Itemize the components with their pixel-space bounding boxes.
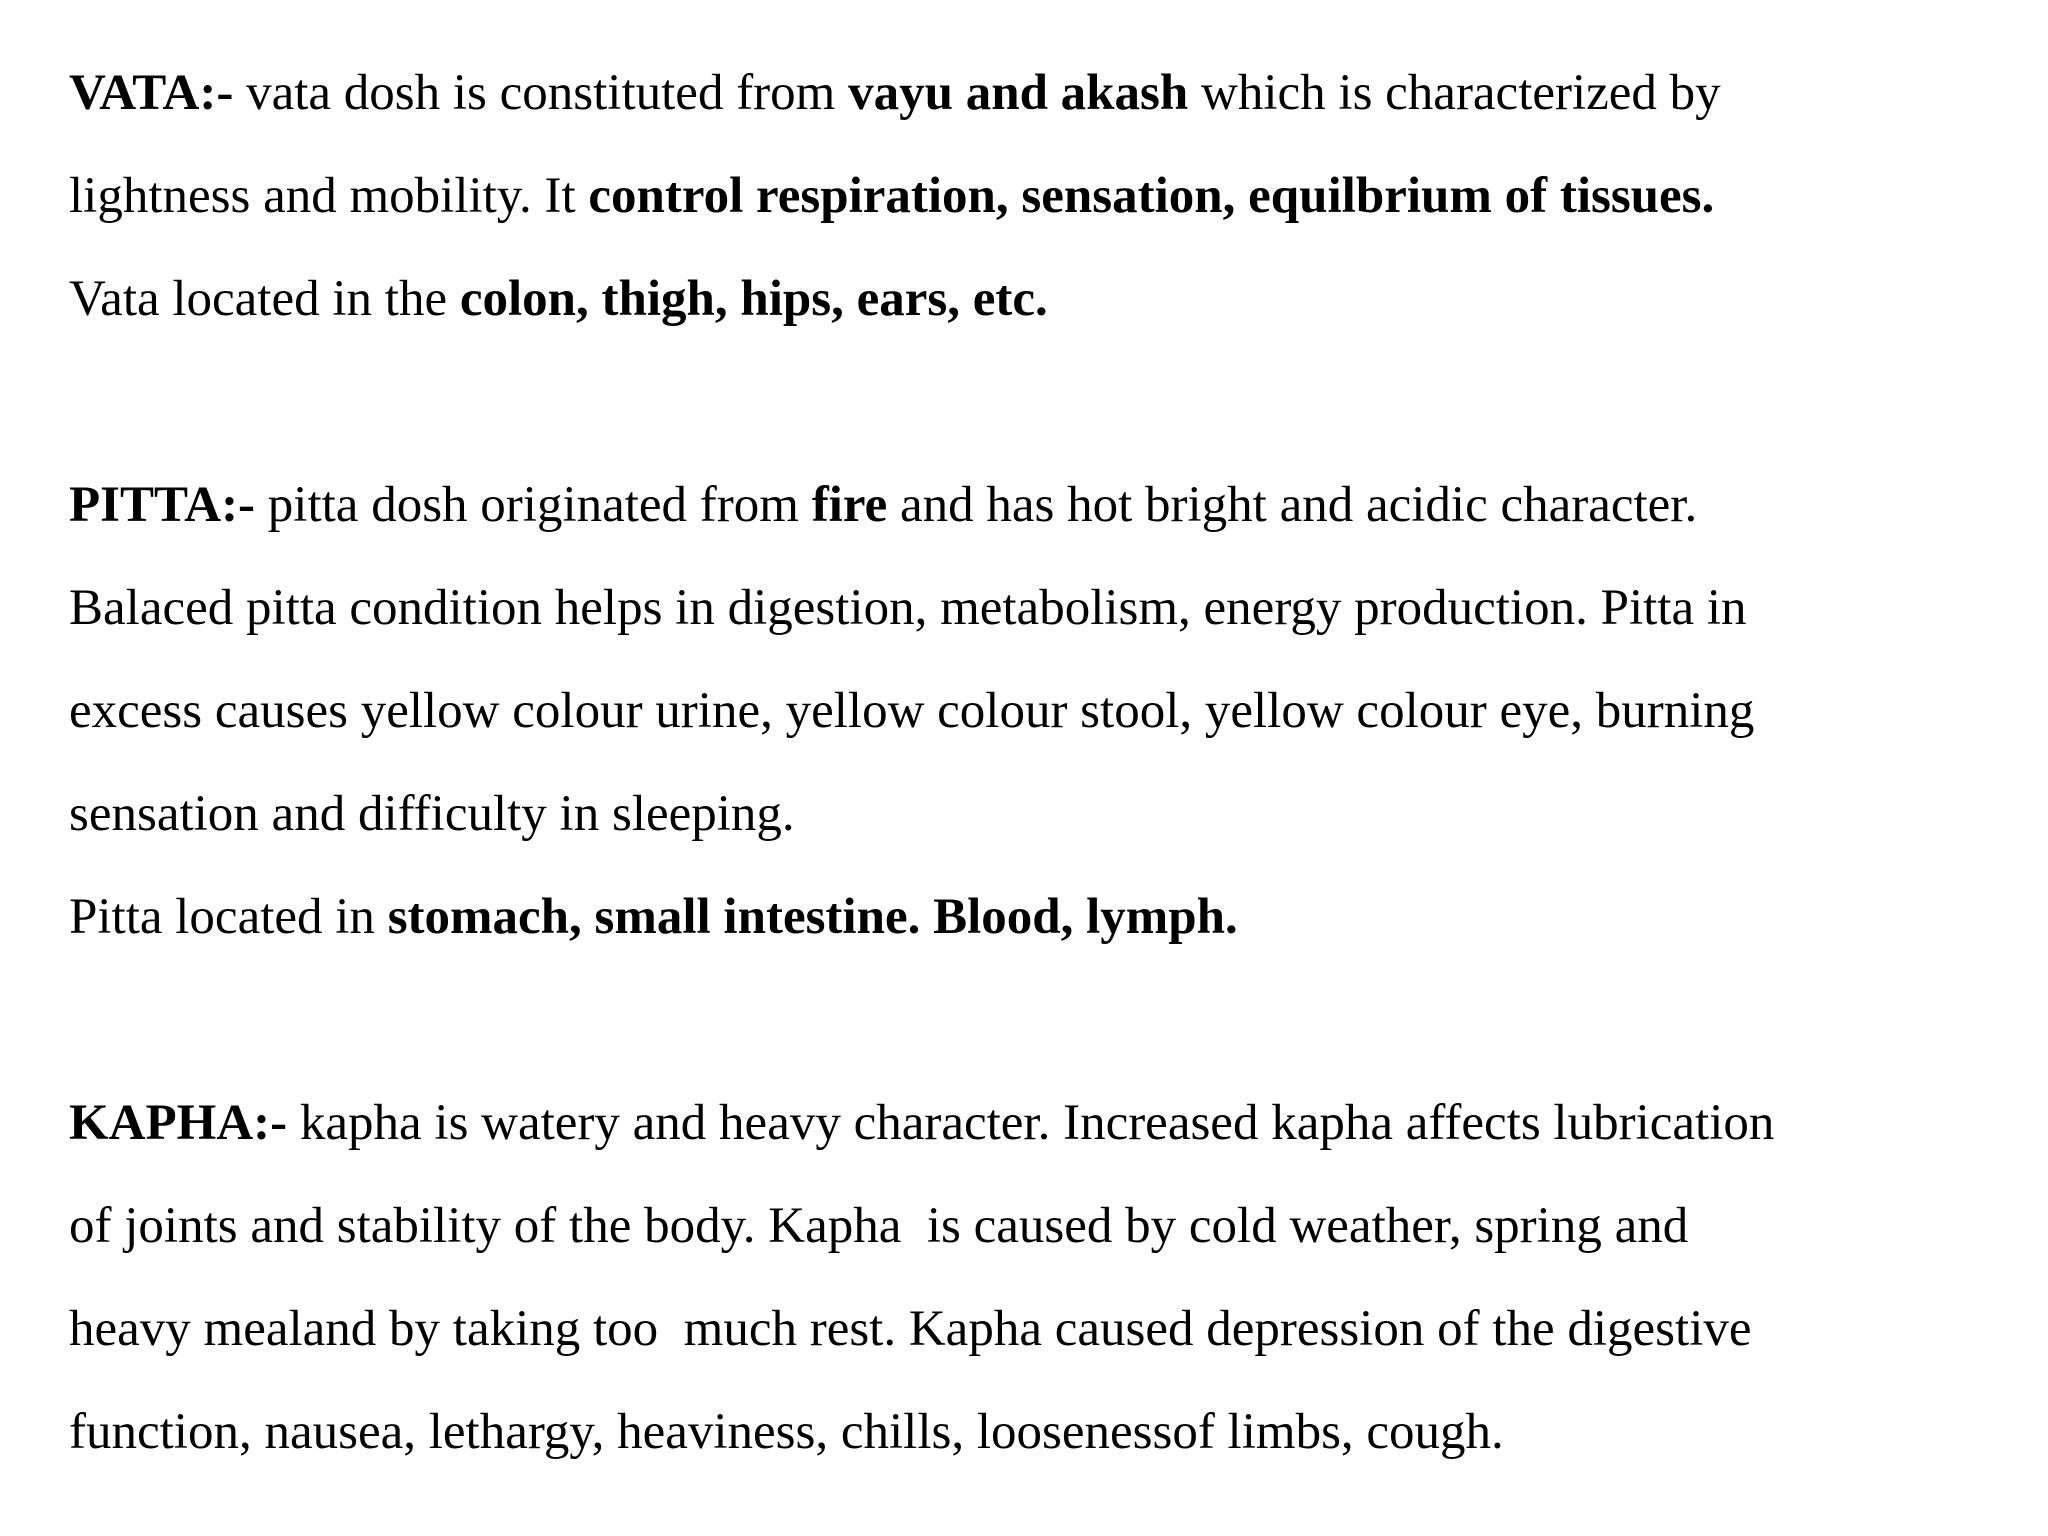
pitta-section bbox=[69, 454, 2029, 969]
kapha-line-4: function, nausea, lethargy, heaviness, chills, loosenessof limbs, cough. bbox=[69, 1404, 1504, 1460]
pitta-line-2: Balaced pitta condition helps in digestion, metabolism, energy production. Pitta in bbox=[69, 580, 1747, 636]
kapha-section bbox=[69, 1072, 2029, 1484]
section-gap bbox=[69, 351, 2029, 454]
pitta-line-3: excess causes yellow colour urine, yellow colour stool, yellow colour eye, burning bbox=[69, 683, 1755, 739]
kapha-line-1: KAPHA:- kapha is watery and heavy character. Increased kapha affects lubrication bbox=[69, 1095, 1775, 1151]
document-page bbox=[69, 42, 2029, 1484]
vata-line-3: Vata located in the colon, thigh, hips, ears, etc. bbox=[69, 271, 1048, 327]
pitta-line-1: PITTA:- pitta dosh originated from fire and has hot bright and acidic character. bbox=[69, 477, 1698, 533]
kapha-line-3: heavy mealand by taking too much rest. Kapha caused depression of the digestive bbox=[69, 1301, 1752, 1357]
kapha-heading: KAPHA:- bbox=[69, 1095, 288, 1151]
pitta-line-5: Pitta located in stomach, small intestine. Blood, lymph. bbox=[69, 889, 1238, 945]
vata-heading: VATA:- bbox=[69, 65, 234, 121]
vata-line-2: lightness and mobility. It control respiration, sensation, equilbrium of tissues. bbox=[69, 168, 1715, 224]
vata-section bbox=[69, 42, 2029, 351]
pitta-line-4: sensation and difficulty in sleeping. bbox=[69, 786, 795, 842]
vata-line-1: VATA:- vata dosh is constituted from vayu and akash which is characterized by bbox=[69, 65, 1721, 121]
pitta-heading: PITTA:- bbox=[69, 477, 256, 533]
kapha-line-2: of joints and stability of the body. Kapha is caused by cold weather, spring and bbox=[69, 1198, 1689, 1254]
section-gap bbox=[69, 969, 2029, 1072]
